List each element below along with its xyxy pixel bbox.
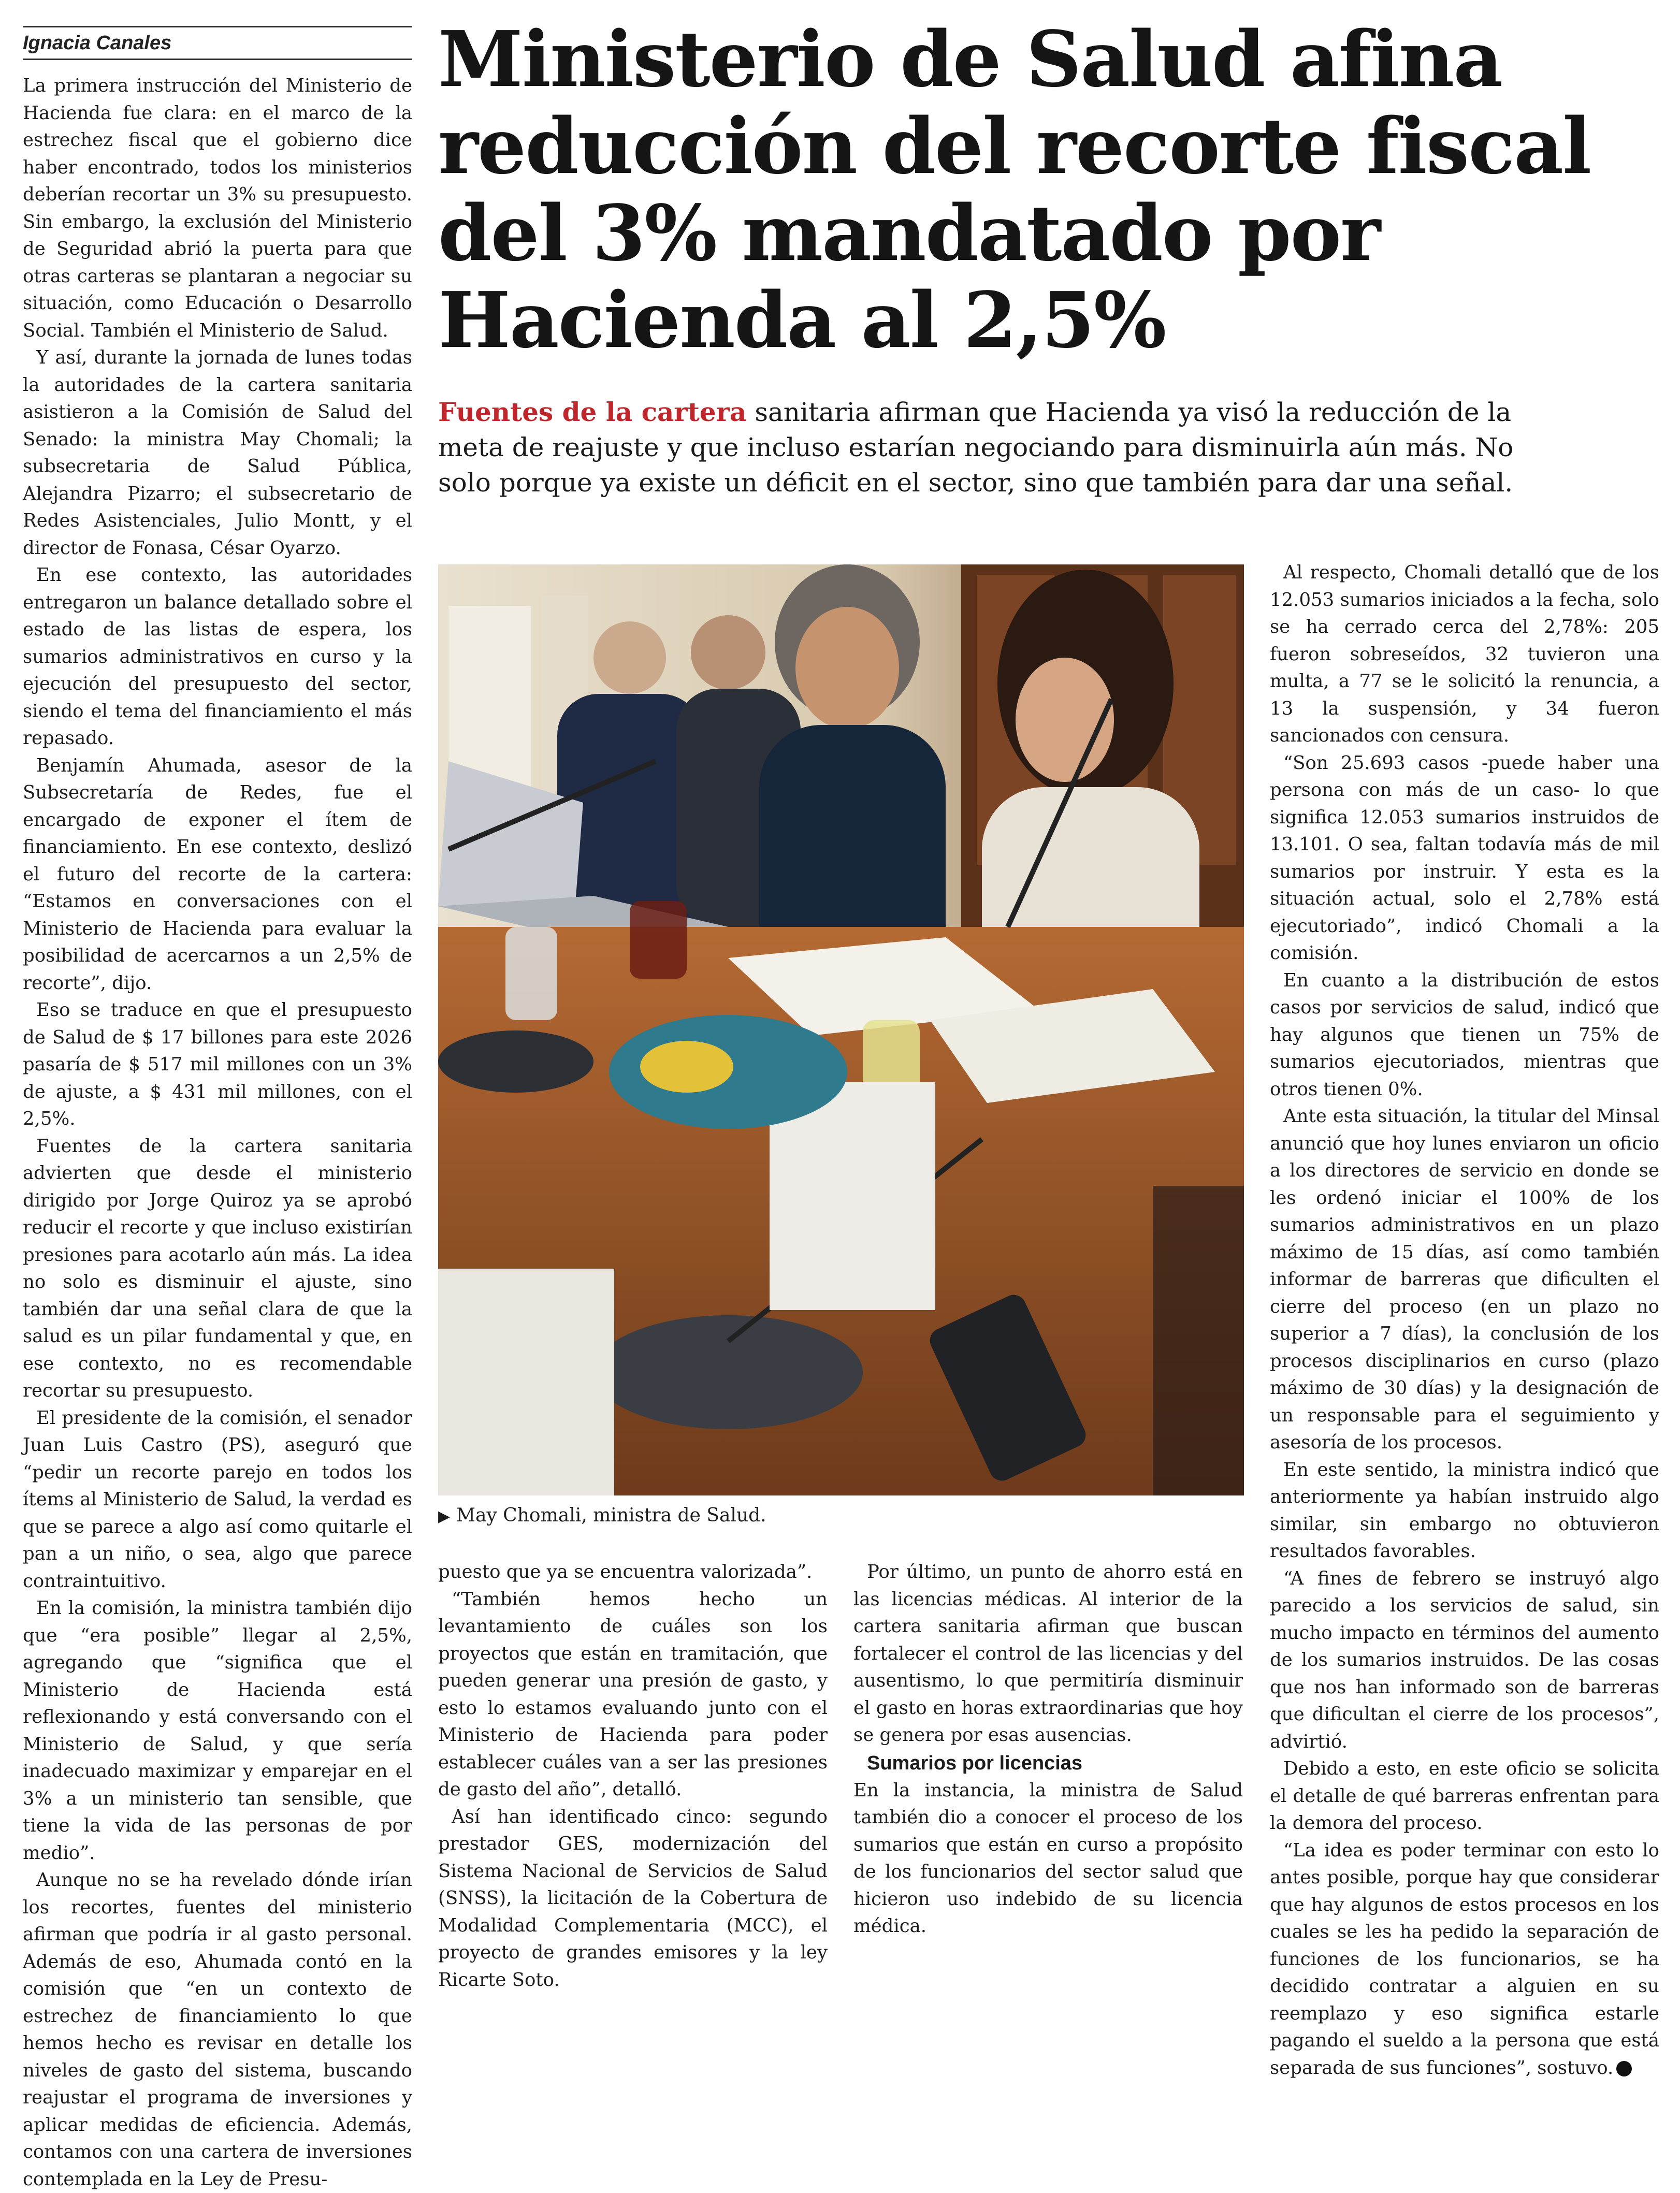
article-column-1 [23,72,412,2190]
paragraph: En este sentido, la ministra indicó que anteriormente ya habían instruido algo similar, sin embargo no obtuvieron resultados favorables. [1270,1459,1659,1562]
section-subhead: Sumarios por licencias [867,1752,1083,1774]
paragraph: puesto que ya se encuentra valorizada”. [438,1561,813,1582]
paragraph: Benjamín Ahumada, asesor de la Subsecretaría de Redes, fue el encargado de exponer el ítem de financiamiento. En ese contexto, deslizó el futuro del recorte de la cartera: “Estamos en conversaciones con el Ministerio de Hacienda para evaluar la posibilidad de acercarnos a un 2,5% de recorte”, dijo. [23,754,412,994]
paragraph: La primera instrucción del Ministerio de Hacienda fue clara: en el marco de la estrechez fiscal que el gobierno dice haber encontrado, todos los ministerios deberían recortar un 3% su presupuesto. Sin embargo, la exclusión del Ministerio de Seguridad abrió la puerta para que otras carteras se plantaran a negociar su situación, como Educación o Desarrollo Social. También el Ministerio de Salud. [23,75,412,341]
paragraph: En la comisión, la ministra también dijo que “era posible” llegar al 2,5%, agregando que “significa que el Ministerio de Hacienda está reflexionando y está conversando con el Ministerio de Salud, y que sería inadecuado maximizar y emparejar en el 3% a un ministerio tan sensible, que tiene la vida de las personas de por medio”. [23,1597,412,1864]
photo-caption [438,1503,1244,1530]
news-photo [438,564,1244,1495]
lead-text: sanitaria afirman que Hacienda ya visó la reducción de la meta de reajuste y que incluso estarían negociando para disminuirla aún más. No solo porque ya existe un déficit en el sector, sino que también para dar una señal. [438,397,1514,498]
paragraph-text: “La idea es poder terminar con esto lo antes posible, porque hay que considerar que hay algunos de estos procesos en los cuales se les ha pedido la separación de funciones de los funcionarios, se ha decidido contratar a alguien en su reemplazo y eso significa estarle pagando el sueldo a la persona que está separada de sus funciones”, sostuvo. [1270,1839,1659,2079]
headline: Ministerio de Salud afina reducción del recorte fiscal del 3% mandatado por Hacienda al 2,5% [438,14,1591,365]
paragraph: Así han identificado cinco: segundo prestador GES, modernización del Sistema Nacional de Servicios de Salud (SNSS), la licitación de la Cobertura de Modalidad Complementaria (MCC), el proyecto de grandes emisores y la ley Ricarte Soto. [438,1806,828,1991]
paragraph: “Son 25.693 casos -puede haber una persona con más de un caso- lo que significa 12.053 sumarios instruidos de 13.101. O sea, faltan todavía más de mil sumarios por instruir. Y esta es la situación actual, solo el 2,78% está ejecutoriado”, indicó Chomali a la comisión. [1270,752,1659,964]
paragraph: Eso se traduce en que el presupuesto de Salud de $ 17 billones para este 2026 pasaría de $ 517 mil millones con un 3% de ajuste, a $ 431 mil millones, con el 2,5%. [23,999,412,1129]
paragraph: Aunque no se ha revelado dónde irían los recortes, fuentes del ministerio afirman que podría ir al gasto personal. Además de eso, Ahumada contó en la comisión que “en un contexto de estrechez de financiamiento lo que hemos hecho es revisar en detalle los niveles de gasto del sistema, buscando reajustar el programa de inversiones y aplicar medidas de eficiencia. Además, contamos con una cartera de inversiones contemplada en la Ley de Presu- [23,1869,412,2190]
caption-text: May Chomali, ministra de Salud. [456,1505,766,1526]
paragraph: “También hemos hecho un levantamiento de cuáles son los proyectos que están en tramitación, que pueden generar una presión de gasto, y esto lo estamos evaluando junto con el Ministerio de Hacienda para poder establecer cuáles van a ser las presiones de gasto del año”, detalló. [438,1588,828,1800]
paragraph: Ante esta situación, la titular del Minsal anunció que hoy lunes enviaron un oficio a los directores de servicio en donde se les ordenó iniciar el 100% de los sumarios administrativos en un plazo máximo de 15 días, así como también informar de barreras que dificulten el cierre del proceso (en un plazo no superior a 7 días), la conclusión de los procesos disciplinarios en curso (plazo máximo de 30 días) y la designación de un responsable para el seguimiento y asesoría de los procesos. [1270,1106,1659,1453]
paragraph: Por último, un punto de ahorro está en las licencias médicas. Al interior de la cartera sanitaria afirman que buscan fortalecer el control de las licencias y del ausentismo, lo que permitiría disminuir el gasto en horas extraordinarias que hoy se genera por esas ausencias. [853,1561,1243,1746]
paragraph: En cuanto a la distribución de estos casos por servicios de salud, indicó que hay algunos que tienen un 75% de sumarios ejecutoriados, mientras que otros tienen 0%. [1270,969,1659,1100]
article-column-2 [438,1559,828,1991]
paragraph: “A fines de febrero se instruyó algo parecido a los servicios de salud, sin mucho impacto en términos del aumento de los sumarios instruidos. De las cosas que nos han informado son de barreras que dificultan el cierre de los procesos”, advirtió. [1270,1567,1659,1752]
lead-kicker: Fuentes de la cartera [438,397,747,427]
paragraph: En la instancia, la ministra de Salud también dio a conocer el proceso de los sumarios que están en curso a propósito de los funcionarios del sector salud que hicieron uso indebido de su licencia médica. [853,1779,1243,1937]
paragraph: Al respecto, Chomali detalló que de los 12.053 sumarios iniciados a la fecha, solo se ha cerrado cerca del 2,78%: 205 fueron sobreseídos, 32 tuvieron una multa, a 77 se le solicitó la renuncia, a 13 la suspensión, y 34 fueron sancionados con censura. [1270,562,1659,746]
byline: Ignacia Canales [23,26,412,60]
article-column-4 [1270,559,1659,2079]
paragraph: Fuentes de la cartera sanitaria advierten que desde el ministerio dirigido por Jorge Quiroz ya se aprobó reducir el recorte y que incluso existirían presiones para acotarlo aún más. La idea no solo es disminuir el ajuste, sino también dar una señal clara de que la salud es un pilar fundamental y que, en ese contexto, no es recomendable recortar su presupuesto. [23,1135,412,1401]
lead-paragraph [438,395,1567,500]
caption-triangle-icon: ▶ [438,1507,451,1526]
paragraph: El presidente de la comisión, el senador Juan Luis Castro (PS), aseguró que “pedir un recorte parejo en todos los ítems al Ministerio de Salud, la verdad es que se parece a algo así como quitarle el pan a un niño, o sea, algo que parece contraintuitivo. [23,1407,412,1592]
paragraph: En ese contexto, las autoridades entregaron un balance detallado sobre el estado de las listas de espera, los sumarios administrativos en curso y la ejecución del presupuesto del sector, siendo el tema del financiamiento el más repasado. [23,564,412,749]
paragraph: Y así, durante la jornada de lunes todas la autoridades de la cartera sanitaria asistieron a la Comisión de Salud del Senado: la ministra May Chomali; la subsecretaria de Salud Pública, Alejandra Pizarro; el subsecretario de Redes Asistenciales, Julio Montt, y el director de Fonasa, César Oyarzo. [23,347,412,559]
paragraph: Debido a esto, en este oficio se solicita el detalle de qué barreras enfrentan para la demora del proceso. [1270,1758,1659,1834]
article-column-3 [853,1559,1243,1952]
end-mark-icon [1616,2061,1632,2076]
paragraph [1270,1837,1659,2082]
